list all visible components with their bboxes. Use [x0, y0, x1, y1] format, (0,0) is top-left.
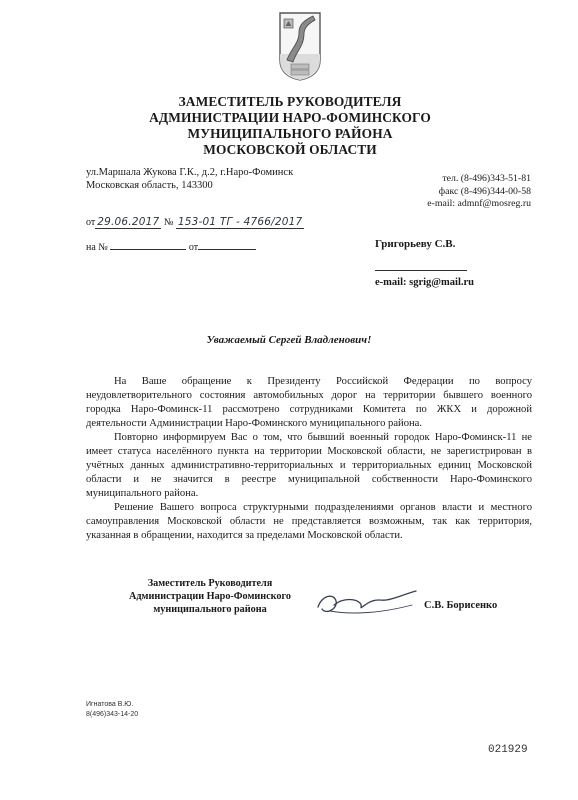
signatory-line: Администрации Наро-Фоминского — [129, 591, 291, 602]
sender-address — [86, 166, 293, 192]
recipient-name: Григорьеву С.В. — [375, 238, 456, 250]
recipient-divider — [375, 270, 467, 271]
letterhead-line: МУНИЦИПАЛЬНОГО РАЙОНА — [187, 126, 393, 141]
ref-number-blank — [110, 240, 186, 250]
body-paragraph: На Ваше обращение к Президенту Российской Федерации по вопросу неудовлетворительного состояния автомобильных дорог на территории бывшего военного городка Наро-Фоминск-11 рассмотрено сотрудниками Комитета по ЖКХ и дорожной деятельности Администрации Наро-Фоминского муниципального района. — [86, 376, 532, 429]
serial-number: 021929 — [488, 744, 528, 756]
handwritten-signature-icon — [312, 585, 422, 623]
number-label: № — [163, 217, 174, 228]
signer-name: С.В. Борисенко — [424, 600, 498, 611]
signatory-line: Заместитель Руководителя — [147, 578, 273, 589]
body-paragraph: Повторно информируем Вас о том, что бывший военный городок Наро-Фоминск-11 не имеет статуса населённого пункта на территории Московской области, не зарегистрирован в учётных данных административно-территориальных и территориальных единиц Московской области и не значится в реестре муниципальной собственности Наро-Фоминского муниципального района. — [86, 432, 532, 499]
letterhead-line: МОСКОВСКОЙ ОБЛАСТИ — [203, 142, 377, 157]
ref-date-blank — [198, 240, 256, 250]
letterhead-title — [100, 94, 480, 158]
coat-of-arms-icon — [277, 10, 323, 82]
ref-number-label: на № — [86, 242, 108, 253]
registration-number: 153-01 ТГ - 4766/2017 — [177, 216, 303, 228]
letter-body — [86, 375, 532, 543]
address-line: ул.Маршала Жукова Г.К., д.2, г.Наро-Фоминск — [86, 167, 294, 178]
body-paragraph: Решение Вашего вопроса структурными подразделениями органов власти и местного самоуправления Московской области не представляется возможным, так как территория, указанная в обращении, находится за пределами Московской области. — [86, 502, 532, 541]
salutation: Уважаемый Сергей Владленович! — [206, 334, 372, 346]
signatory-title — [110, 577, 310, 616]
registration-date: 29.06.2017 — [97, 216, 160, 228]
executor-phone: 8(496)343-14-20 — [86, 711, 139, 718]
letterhead-line: АДМИНИСТРАЦИИ НАРО-ФОМИНСКОГО — [149, 110, 431, 125]
recipient-email: e-mail: sgrig@mail.ru — [375, 277, 474, 288]
address-line: Московская область, 143300 — [86, 180, 213, 191]
executor-name: Игнатова В.Ю. — [86, 701, 134, 708]
reference-line — [86, 240, 256, 253]
signatory-line: муниципального района — [153, 604, 267, 615]
sender-contacts — [427, 173, 531, 211]
executor-info — [86, 700, 138, 720]
phone-number: тел. (8-496)343-51-81 — [442, 173, 531, 184]
sender-email: e-mail: admnf@mosreg.ru — [427, 198, 531, 210]
ref-from-label: от — [188, 242, 199, 253]
fax-number: факс (8-496)344-00-58 — [438, 185, 531, 197]
letterhead-line: ЗАМЕСТИТЕЛЬ РУКОВОДИТЕЛЯ — [178, 94, 402, 109]
from-label: от — [86, 217, 96, 228]
registration-line — [86, 216, 304, 228]
